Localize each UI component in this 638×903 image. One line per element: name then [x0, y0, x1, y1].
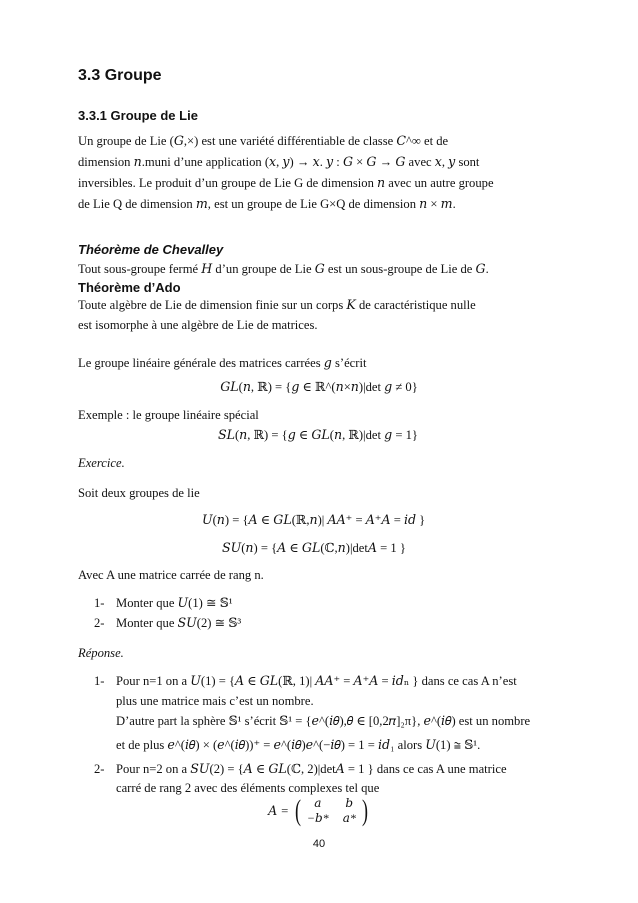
exercise-label: Exercice.	[78, 456, 125, 470]
matrix-entry: 𝑏	[345, 796, 354, 810]
theorem-ado-line: Toute algèbre de Lie de dimension finie sur un corps 𝐾 de caractéristique nulle	[78, 298, 476, 312]
answer-line: carré de rang 2 avec des éléments complexes tel que	[116, 781, 380, 795]
matrix-note: Avec A une matrice carrée de rang n.	[78, 568, 264, 582]
gl-intro: Le groupe linéaire générale des matrices carrées 𝑔 s’écrit	[78, 356, 367, 370]
answer-label: Réponse.	[78, 646, 124, 660]
gl-formula: 𝐺𝐿(𝑛, ℝ) = {𝑔 ∈ ℝ^(𝑛×𝑛)|det 𝑔 ≠ 0}	[220, 380, 418, 394]
answer-line: Pour n=2 on a 𝑆𝑈(2) = {𝐴 ∈ 𝐺𝐿(ℂ, 2)|det𝐴 = 1 } dans ce cas A une matrice	[116, 762, 507, 776]
exercise-item-text: Monter que 𝑆𝑈(2) ≅ 𝕊³	[116, 616, 242, 630]
section-title: 3.3 Groupe	[78, 67, 162, 84]
answer-item-number: 2-	[94, 762, 105, 776]
page-number: 40	[312, 838, 326, 850]
theorem-ado-line: est isomorphe à une algèbre de Lie de matrices.	[78, 318, 318, 332]
answer-item-number: 1-	[94, 674, 105, 688]
exercise-item-number: 2-	[94, 616, 105, 630]
theorem-chevalley-text: Tout sous-groupe fermé 𝐻 d’un groupe de Lie 𝐺 est un sous-groupe de Lie de 𝐺.	[78, 262, 489, 276]
matrix-entry: 𝑎	[314, 796, 322, 810]
intro-line: Un groupe de Lie (𝐺,×) est une variété différentiable de classe 𝐶^∞ et de	[78, 134, 449, 148]
left-paren: (	[294, 794, 301, 827]
u-formula: 𝑈(𝑛) = {𝐴 ∈ 𝐺𝐿(ℝ,𝑛)| 𝐴𝐴⁺ = 𝐴⁺𝐴 = 𝑖𝑑 }	[202, 513, 426, 527]
su-formula: 𝑆𝑈(𝑛) = {𝐴 ∈ 𝐺𝐿(ℂ,𝑛)|det𝐴 = 1 }	[222, 541, 406, 555]
answer-line: et de plus 𝑒^(𝑖𝜃) × (𝑒^(𝑖𝜃))⁺ = 𝑒^(𝑖𝜃)𝑒^(−𝑖𝜃) = 1 = 𝑖𝑑₁ alors 𝑈(1) ≅ 𝕊¹.	[116, 738, 481, 752]
theorem-chevalley-title: Théorème de Chevalley	[78, 242, 224, 257]
theorem-ado-title: Théorème d’Ado	[78, 280, 181, 295]
matrix-lhs: 𝐴 =	[268, 804, 289, 818]
answer-line: D’autre part la sphère 𝕊¹ s’écrit 𝕊¹ = {𝑒^(𝑖𝜃),𝜃 ∈ [0,2𝜋]₂π}, 𝑒^(𝑖𝜃) est un nombre	[116, 714, 531, 728]
exercise-item-number: 1-	[94, 596, 105, 610]
exercise-item-text: Monter que 𝑈(1) ≅ 𝕊¹	[116, 596, 233, 610]
intro-line: dimension 𝑛.muni d’une application (𝑥, 𝑦) → 𝑥. 𝑦 : 𝐺 × 𝐺 → 𝐺 avec 𝑥, 𝑦 sont	[78, 155, 480, 169]
answer-line: plus une matrice mais c’est un nombre.	[116, 694, 314, 708]
intro-line: de Lie Q de dimension 𝑚, est un groupe de Lie G×Q de dimension 𝑛 × 𝑚.	[78, 197, 456, 211]
right-paren: )	[361, 794, 368, 827]
matrix-equation	[0, 796, 638, 826]
sl-formula: 𝑆𝐿(𝑛, ℝ) = {𝑔 ∈ 𝐺𝐿(𝑛, ℝ)|det 𝑔 = 1}	[218, 428, 418, 442]
subsection-title: 3.3.1 Groupe de Lie	[78, 108, 198, 123]
sl-intro: Exemple : le groupe linéaire spécial	[78, 408, 259, 422]
exercise-intro: Soit deux groupes de lie	[78, 486, 200, 500]
matrix-grid	[307, 796, 356, 826]
matrix-entry: 𝑎*	[342, 811, 356, 825]
answer-line: Pour n=1 on a 𝑈(1) = {𝐴 ∈ 𝐺𝐿(ℝ, 1)| 𝐴𝐴⁺ = 𝐴⁺𝐴 = 𝑖𝑑ₙ } dans ce cas A n’est	[116, 674, 517, 688]
matrix-entry: −𝑏*	[306, 811, 329, 825]
intro-line: inversibles. Le produit d’un groupe de Lie G de dimension 𝑛 avec un autre groupe	[78, 176, 494, 190]
